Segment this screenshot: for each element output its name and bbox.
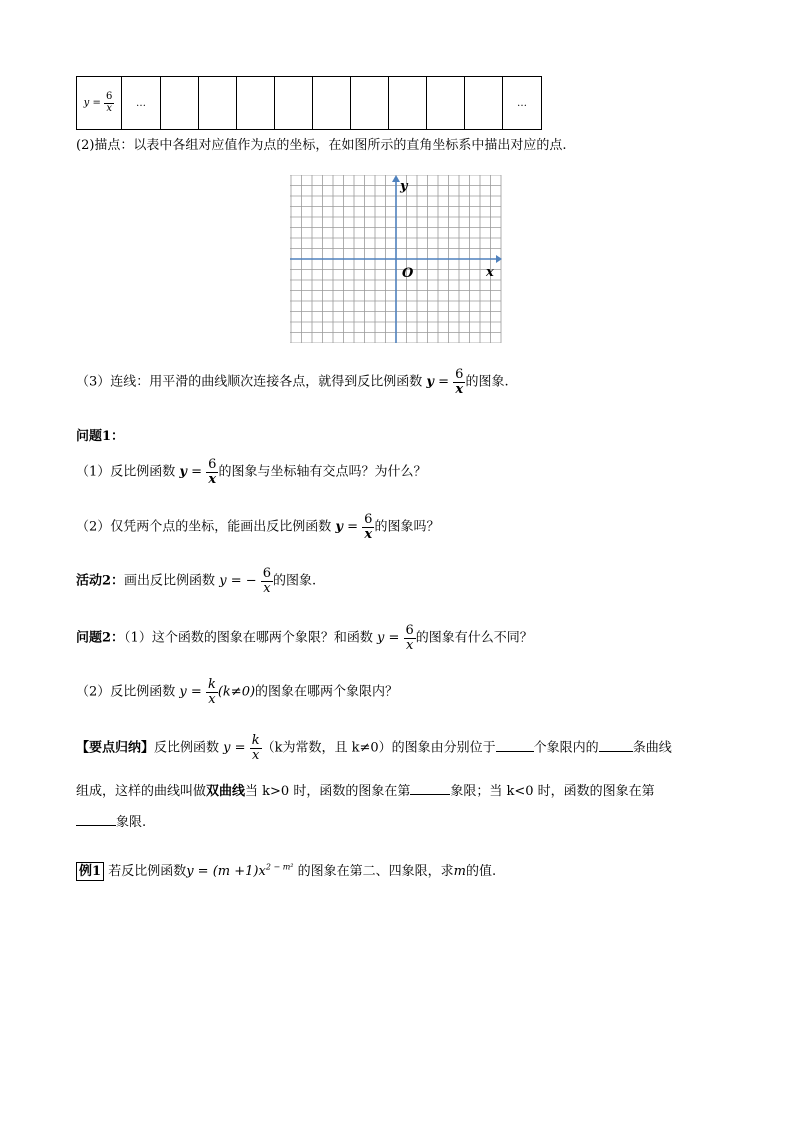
- table-cell-empty: [199, 77, 237, 130]
- table-cell-empty: [465, 77, 503, 130]
- question1-title: 问题1：: [76, 429, 125, 444]
- activity2-title: 活动2：: [76, 573, 125, 589]
- step3-line: [76, 368, 509, 396]
- fraction: [453, 368, 465, 396]
- summary-text: 象限；当 k<0 时，函数的图象在第: [450, 784, 655, 799]
- summary-text: 组成，这样的曲线叫做: [76, 784, 207, 799]
- fraction-denominator: x: [206, 472, 218, 487]
- table-cell-empty: [161, 77, 199, 130]
- activity-text: 画出反比例函数: [124, 573, 216, 589]
- function-var-y: y: [179, 464, 187, 480]
- summary-title: 【要点归纳】: [76, 740, 155, 756]
- fraction: [261, 567, 273, 595]
- fraction-numerator: 6: [364, 512, 373, 527]
- fraction: [404, 624, 416, 652]
- fraction-denominator: x: [261, 581, 273, 596]
- function-var-y: y: [223, 740, 231, 756]
- question-text: （2）反比例函数: [76, 684, 176, 700]
- fraction-numerator: k: [251, 733, 260, 748]
- question-text-end: 的图象吗？: [374, 519, 440, 535]
- fraction: [362, 513, 374, 541]
- answer-blank[interactable]: [496, 739, 534, 752]
- equals-sign: =: [190, 684, 202, 700]
- table-cell-empty: [351, 77, 389, 130]
- fraction: [104, 92, 114, 114]
- summary-text: 条曲线: [632, 740, 672, 756]
- step3-text-end: 的图象.: [465, 374, 509, 390]
- fraction-denominator: x: [104, 103, 114, 115]
- example-text-end: 的值.: [465, 864, 497, 879]
- equals-sign: =: [438, 374, 450, 390]
- fraction-numerator: k: [207, 677, 216, 692]
- fraction: [250, 734, 262, 762]
- summary-text: （k为常数，且 k≠0）的图象由分别位于: [261, 740, 496, 756]
- fraction-denominator: x: [250, 748, 262, 763]
- fraction-numerator: 6: [455, 367, 464, 382]
- fraction-numerator: 6: [262, 566, 272, 581]
- example-text: 的图象在第二、四象限，求: [297, 864, 454, 879]
- equals-sign: =: [191, 464, 203, 480]
- x-axis-label: x: [486, 265, 494, 280]
- function-var-y: y: [179, 684, 187, 700]
- question1-item1: [76, 458, 426, 486]
- summary-text: 象限.: [116, 815, 147, 830]
- summary-text: 当 k>0 时，函数的图象在第: [245, 784, 411, 799]
- fraction-denominator: x: [206, 692, 218, 707]
- table-cell-empty: [313, 77, 351, 130]
- question-text-end: 的图象有什么不同？: [415, 630, 533, 646]
- fraction-denominator: x: [453, 382, 465, 397]
- question-text: （2）仅凭两个点的坐标，能画出反比例函数: [76, 519, 332, 535]
- formula-exponent: 2 − m²: [265, 862, 294, 872]
- variable-m: m: [453, 864, 466, 879]
- condition-text: (k≠0): [217, 684, 256, 700]
- answer-blank[interactable]: [599, 739, 633, 752]
- table-cell-ellipsis: …: [122, 77, 161, 130]
- summary-text: 反比例函数: [154, 740, 220, 756]
- step3-text: （3）连线：用平滑的曲线顺次连接各点，就得到反比例函数: [76, 374, 423, 390]
- question-text: （1）这个函数的图象在哪两个象限？和函数: [124, 630, 373, 646]
- function-var-y: y: [426, 374, 434, 390]
- table-cell-empty: [275, 77, 313, 130]
- table-cell-empty: [389, 77, 427, 130]
- summary-line1: [76, 734, 672, 762]
- summary-line3: [76, 811, 146, 830]
- coordinate-grid: [290, 175, 502, 343]
- example-formula: y = (m +1)x: [186, 864, 266, 879]
- function-var-y: y: [335, 519, 343, 535]
- summary-text: 个象限内的: [533, 740, 599, 756]
- equals-sign: =: [347, 519, 359, 535]
- fraction-denominator: x: [362, 527, 374, 542]
- question-text-end: 的图象与坐标轴有交点吗？为什么？: [218, 464, 427, 480]
- value-table: [76, 76, 542, 130]
- table-cell-ellipsis: …: [503, 77, 542, 130]
- equals-minus: = −: [230, 573, 257, 589]
- example-label: 例1: [76, 862, 104, 881]
- question2-item1: [76, 624, 533, 652]
- hyperbola-term: 双曲线: [206, 784, 246, 799]
- activity2-line: [76, 567, 316, 595]
- question2-title: 问题2：: [76, 630, 125, 646]
- step2-text: (2)描点：以表中各组对应值作为点的坐标，在如图所示的直角坐标系中描出对应的点.: [76, 138, 567, 153]
- table-row: [77, 77, 542, 130]
- table-cell-empty: [237, 77, 275, 130]
- fraction-numerator: 6: [208, 457, 217, 472]
- equals-sign: =: [234, 740, 246, 756]
- example-text: 若反比例函数: [108, 864, 187, 879]
- answer-blank[interactable]: [76, 813, 116, 826]
- function-var-y: y: [83, 97, 90, 109]
- function-var-y: y: [219, 573, 227, 589]
- equals-sign: =: [388, 630, 400, 646]
- table-cell-empty: [427, 77, 465, 130]
- example1-line: [76, 860, 496, 879]
- fraction-numerator: 6: [405, 623, 414, 638]
- question-text-end: 的图象在哪两个象限内？: [255, 684, 399, 700]
- equals-sign: =: [92, 97, 101, 109]
- y-axis-label: y: [400, 179, 408, 194]
- answer-blank[interactable]: [410, 782, 450, 795]
- question1-item2: [76, 513, 439, 541]
- fraction: [206, 458, 218, 486]
- function-var-y: y: [376, 630, 385, 646]
- question2-item2: [76, 678, 398, 706]
- activity-text-end: 的图象.: [273, 573, 317, 589]
- fraction-numerator: 6: [106, 91, 113, 102]
- fraction-denominator: x: [404, 638, 416, 653]
- summary-line2: [76, 780, 655, 799]
- question-text: （1）反比例函数: [76, 464, 176, 480]
- y-axis-arrow-icon: [392, 175, 400, 182]
- table-row-header: [77, 77, 122, 130]
- origin-label: O: [402, 266, 414, 281]
- fraction: [206, 678, 218, 706]
